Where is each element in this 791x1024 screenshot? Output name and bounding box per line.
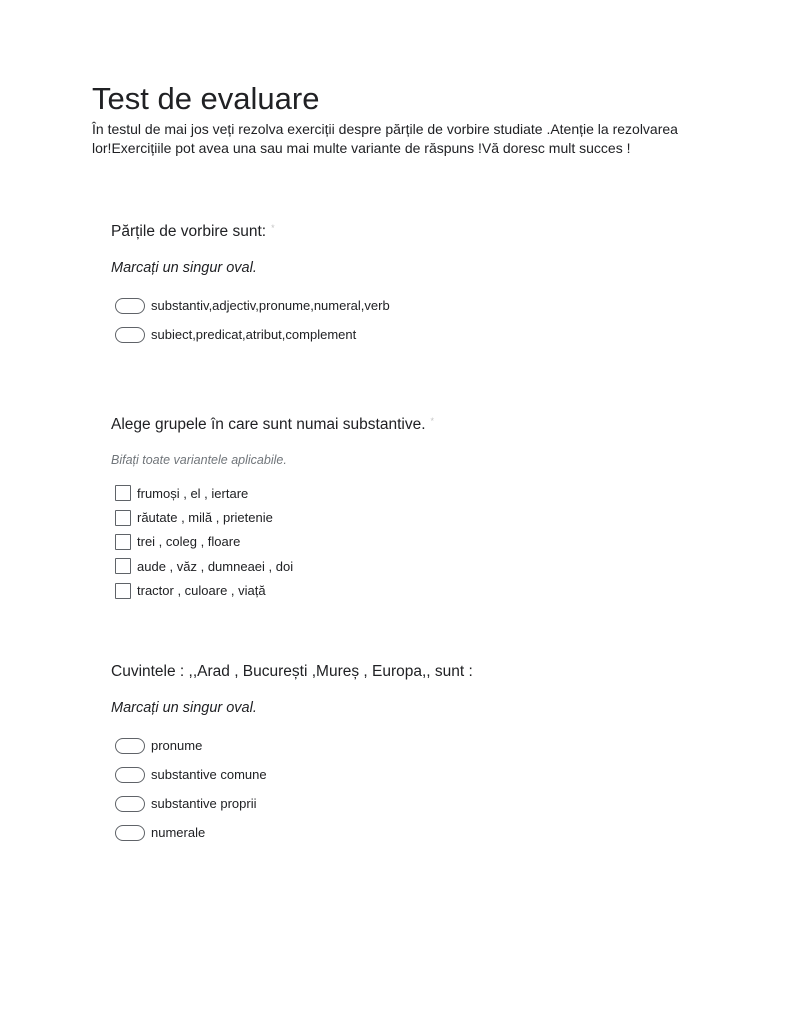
question-title: Cuvintele : ,,Arad , București ,Mureș , Europa,, sunt :: [111, 663, 473, 680]
radio-oval-icon[interactable]: [115, 738, 145, 754]
option-label: frumoși , el , iertare: [137, 485, 249, 501]
radio-oval-icon[interactable]: [115, 327, 145, 343]
question-2: [111, 416, 434, 603]
checkbox-icon[interactable]: [115, 510, 131, 526]
option-label: tractor , culoare , viață: [137, 583, 266, 599]
checkbox-option[interactable]: [115, 554, 434, 578]
question-instruction: Marcați un singur oval.: [111, 260, 257, 276]
required-mark-icon: *: [430, 416, 435, 426]
option-list: [111, 731, 473, 847]
question-instruction: Bifați toate variantele aplicabile.: [111, 453, 287, 467]
question-1: [111, 223, 390, 349]
radio-option[interactable]: [115, 291, 390, 320]
option-list: [111, 481, 434, 603]
option-label: subiect,predicat,atribut,complement: [151, 327, 357, 342]
question-instruction: Marcați un singur oval.: [111, 700, 257, 716]
checkbox-option[interactable]: [115, 579, 434, 603]
option-label: substantive proprii: [151, 796, 257, 811]
question-3: [111, 663, 473, 847]
radio-option[interactable]: [115, 320, 390, 349]
option-label: numerale: [151, 825, 206, 840]
checkbox-option[interactable]: [115, 505, 434, 529]
question-title: Părțile de vorbire sunt: *: [111, 223, 275, 240]
checkbox-icon[interactable]: [115, 534, 131, 550]
checkbox-icon[interactable]: [115, 558, 131, 574]
radio-option[interactable]: [115, 818, 473, 847]
checkbox-icon[interactable]: [115, 583, 131, 599]
question-title: Alege grupele în care sunt numai substantive. *: [111, 416, 435, 433]
radio-option[interactable]: [115, 731, 473, 760]
radio-option[interactable]: [115, 760, 473, 789]
checkbox-icon[interactable]: [115, 485, 131, 501]
form-description: În testul de mai jos veți rezolva exerciții despre părțile de vorbire studiate .Atenție la rezolvarea lor!Exercițiile pot avea una sau mai multe variante de răspuns !Vă doresc mult succes !: [92, 121, 678, 156]
radio-oval-icon[interactable]: [115, 767, 145, 783]
checkbox-option[interactable]: [115, 481, 434, 505]
radio-option[interactable]: [115, 789, 473, 818]
option-list: [111, 291, 390, 349]
option-label: substantive comune: [151, 767, 267, 782]
option-label: aude , văz , dumneaei , doi: [137, 558, 294, 574]
option-label: trei , coleg , floare: [137, 534, 241, 550]
option-label: pronume: [151, 738, 203, 753]
checkbox-option[interactable]: [115, 530, 434, 554]
radio-oval-icon[interactable]: [115, 796, 145, 812]
radio-oval-icon[interactable]: [115, 298, 145, 314]
option-label: substantiv,adjectiv,pronume,numeral,verb: [151, 298, 390, 313]
radio-oval-icon[interactable]: [115, 825, 145, 841]
option-label: răutate , milă , prietenie: [137, 510, 273, 526]
form-title: Test de evaluare: [92, 81, 320, 116]
required-mark-icon: *: [271, 223, 275, 233]
